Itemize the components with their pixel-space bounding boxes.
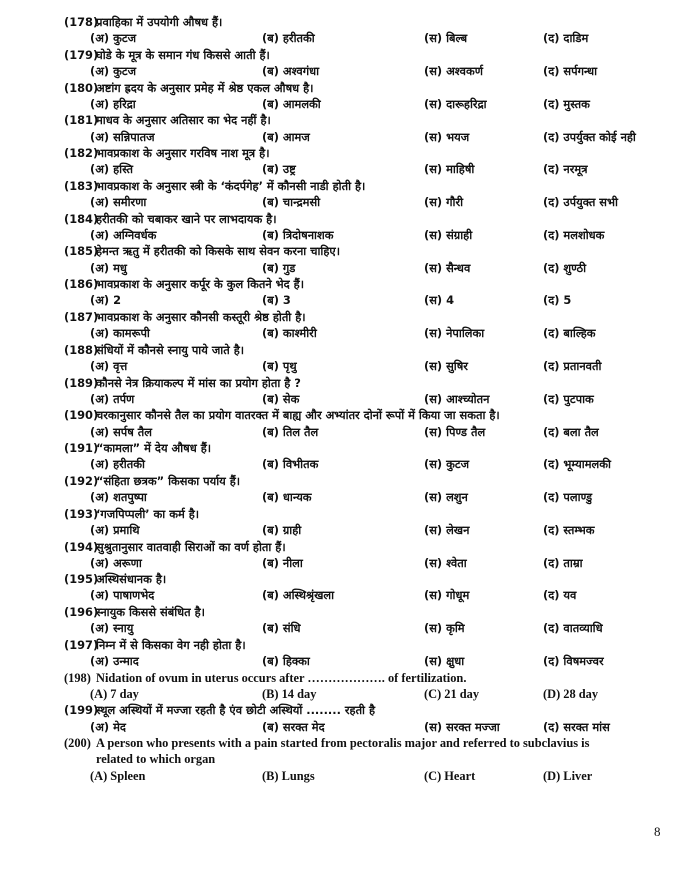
- question-line: [0, 735, 680, 751]
- options-row: [0, 768, 680, 785]
- option-b: (ब) हिक्का: [262, 654, 310, 669]
- option-a: (अ) हरीतकी: [90, 457, 145, 472]
- options-row: [0, 391, 680, 408]
- question-text: भावप्रकाश के अनुसार कौनसी कस्तूरी श्रेष्ठ होती है।: [96, 310, 306, 325]
- option-b: (ब) उष्ट्र: [262, 162, 296, 177]
- option-d: (द) वातव्याधि: [543, 621, 603, 636]
- options-row: [0, 719, 680, 736]
- option-b: (ब) विभीतक: [262, 457, 319, 472]
- option-a: (अ) कुटज: [90, 31, 137, 46]
- question-number: (199): [64, 703, 99, 718]
- options-row: [0, 522, 680, 539]
- question-line: [0, 637, 680, 653]
- question-text: हेमन्त ऋतु में हरीतकी को किसके साथ सेवन करना चाहिए।: [96, 244, 341, 259]
- question-text-line2: related to which organ: [96, 752, 216, 767]
- option-d: (द) नरमूत्र: [543, 162, 588, 177]
- question-text: हरीतकी को चबाकर खाने पर लाभदायक है।: [96, 211, 277, 226]
- option-c: (स) गौरी: [424, 195, 464, 210]
- option-c: (स) अश्वकर्ण: [424, 63, 483, 78]
- question-text: A person who presents with a pain started from pectoralis major and referred to subclavius is: [96, 736, 590, 751]
- option-c: (स) कुटज: [424, 457, 470, 472]
- option-b: (ब) चान्द्रमसी: [262, 195, 321, 210]
- options-row: [0, 686, 680, 703]
- options-row: [0, 456, 680, 473]
- options-row: [0, 227, 680, 244]
- option-b: (ब) त्रिदोषनाशक: [262, 227, 334, 242]
- question-block: [0, 47, 680, 80]
- question-number: (185): [64, 244, 99, 259]
- options-row: [0, 653, 680, 670]
- question-text: भावप्रकाश के अनुसार कर्पूर के कुल कितने भेद हैं।: [96, 277, 305, 292]
- option-a: (अ) सर्पष तैल: [90, 424, 153, 439]
- option-c: (स) संग्राही: [424, 227, 473, 242]
- question-text-continued: [0, 751, 680, 767]
- option-c: (स) माहिषी: [424, 162, 475, 177]
- option-a: (अ) पाषाणभेद: [90, 588, 155, 603]
- option-c: (स) बिल्ब: [424, 31, 468, 46]
- option-b: (ब) अश्वगंधा: [262, 63, 320, 78]
- question-number: (186): [64, 277, 99, 292]
- question-block: [0, 243, 680, 276]
- question-sheet: [0, 14, 680, 784]
- question-block: [0, 702, 680, 735]
- option-c: (स) गोधूम: [424, 588, 470, 603]
- question-text: स्नायुक किससे संबंधित है।: [96, 605, 205, 620]
- option-c: (C) 21 day: [424, 686, 480, 701]
- option-b: (ब) नीला: [262, 555, 303, 570]
- question-line: [0, 506, 680, 522]
- question-block: [0, 211, 680, 244]
- option-d: (द) 5: [543, 293, 572, 308]
- question-number: (198): [64, 670, 91, 685]
- option-c: (स) कृमि: [424, 621, 465, 636]
- option-d: (द) स्तम्भक: [543, 522, 595, 537]
- question-number: (191): [64, 441, 99, 456]
- option-d: (द) शुण्ठी: [543, 260, 587, 275]
- question-text: “संहिता छत्रक” किसका पर्याय हैं।: [96, 473, 241, 488]
- question-number: (196): [64, 605, 99, 620]
- option-d: (द) यव: [543, 588, 577, 603]
- option-b: (ब) हरीतकी: [262, 31, 315, 46]
- question-number: (182): [64, 146, 99, 161]
- option-d: (द) विषमज्वर: [543, 654, 604, 669]
- option-a: (अ) अरूणा: [90, 555, 142, 570]
- question-line: [0, 178, 680, 194]
- question-text: भावप्रकाश के अनुसार स्त्री के ‘कंदर्पगेह’ में कौनसी नाडी होती है।: [96, 178, 366, 193]
- option-c: (C) Heart: [424, 768, 476, 783]
- question-number: (190): [64, 408, 99, 423]
- question-block: [0, 539, 680, 572]
- option-b: (ब) सरक्त मेद: [262, 719, 325, 734]
- question-text: माधव के अनुसार अतिसार का भेद नहीं है।: [96, 113, 271, 128]
- option-a: (अ) कामरूपी: [90, 326, 150, 341]
- question-number: (184): [64, 211, 99, 226]
- options-row: [0, 260, 680, 277]
- question-number: (183): [64, 178, 99, 193]
- question-block: [0, 276, 680, 309]
- option-b: (ब) संधि: [262, 621, 301, 636]
- option-d: (D) Liver: [543, 768, 593, 783]
- question-line: [0, 14, 680, 30]
- question-block: [0, 14, 680, 47]
- question-text: कौनसे नेत्र क्रियाकल्प में मांस का प्रयोग होता है ?: [96, 375, 301, 390]
- question-text: संधियों में कौनसे स्नायु पाये जाते है।: [96, 342, 245, 357]
- question-line: [0, 702, 680, 718]
- option-a: (A) 7 day: [90, 686, 139, 701]
- question-number: (197): [64, 637, 99, 652]
- question-line: [0, 539, 680, 555]
- page-number: 8: [654, 824, 661, 839]
- question-number: (194): [64, 539, 99, 554]
- options-row: [0, 30, 680, 47]
- option-c: (स) दारूहरिद्रा: [424, 96, 487, 111]
- question-block: [0, 145, 680, 178]
- option-a: (A) Spleen: [90, 768, 146, 783]
- option-a: (अ) शतपुष्पा: [90, 490, 147, 505]
- options-row: [0, 555, 680, 572]
- option-d: (द) बाल्हिक: [543, 326, 596, 341]
- question-line: [0, 375, 680, 391]
- option-a: (अ) 2: [90, 293, 122, 308]
- option-b: (ब) आमज: [262, 129, 310, 144]
- option-d: (द) पुटपाक: [543, 391, 594, 406]
- options-row: [0, 194, 680, 211]
- question-number: (193): [64, 506, 99, 521]
- question-line: [0, 309, 680, 325]
- option-d: (द) उर्पयुक्त सभी: [543, 195, 618, 210]
- question-text: निम्न में से किसका वेग नही होता है।: [96, 637, 246, 652]
- question-number: (189): [64, 375, 99, 390]
- option-b: (ब) पृथु: [262, 359, 297, 373]
- question-number: (188): [64, 342, 99, 357]
- options-row: [0, 620, 680, 637]
- question-line: [0, 440, 680, 456]
- option-a: (अ) मेद: [90, 719, 126, 734]
- question-number: (179): [64, 47, 99, 62]
- question-text: ‘गजपिप्पली’ का कर्म है।: [96, 506, 200, 521]
- question-line: [0, 342, 680, 358]
- question-number: (178): [64, 15, 99, 29]
- option-c: (स) श्वेता: [424, 555, 467, 570]
- question-text: प्रवाहिका में उपयोगी औषध हैं।: [96, 15, 223, 29]
- question-block: [0, 604, 680, 637]
- question-text: Nidation of ovum in uterus occurs after ………………. of fertilization.: [96, 670, 467, 685]
- question-number: (181): [64, 113, 99, 128]
- option-c: (स) सरक्त मज्जा: [424, 719, 500, 734]
- option-c: (स) सैन्धव: [424, 260, 471, 275]
- option-b: (B) Lungs: [262, 768, 315, 783]
- question-line: [0, 571, 680, 587]
- question-block: [0, 735, 680, 784]
- option-a: (अ) अग्निवर्धक: [90, 227, 157, 242]
- question-text: स्थूल अस्थियों में मज्जा रहती है एंव छोटी अस्थियों ........ रहती है: [96, 703, 376, 718]
- option-d: (द) सर्पगन्धा: [543, 63, 598, 78]
- option-d: (द) दाडिम: [543, 31, 589, 46]
- question-line: [0, 604, 680, 620]
- options-row: [0, 325, 680, 342]
- question-line: [0, 145, 680, 161]
- option-b: (ब) तिल तैल: [262, 424, 319, 439]
- option-a: (अ) वृत्त: [90, 359, 128, 373]
- options-row: [0, 424, 680, 441]
- question-number: (192): [64, 473, 99, 488]
- option-c: (स) सुषिर: [424, 359, 468, 373]
- question-block: [0, 112, 680, 145]
- option-c: (स) लेखन: [424, 522, 470, 537]
- option-b: (ब) आमलकी: [262, 96, 321, 111]
- question-block: [0, 571, 680, 604]
- option-c: (स) क्षुधा: [424, 654, 465, 669]
- question-text: चरकानुसार कौनसे तैल का प्रयोग वातरक्त में बाह्य और अभ्यांतर दोनों रूपों में किया जा सकता है।: [96, 408, 500, 423]
- option-c: (स) पिण्ड तैल: [424, 424, 486, 439]
- option-a: (अ) हरिद्रा: [90, 96, 136, 111]
- option-b: (ब) धान्यक: [262, 490, 312, 505]
- option-a: (अ) स्नायु: [90, 621, 134, 636]
- question-line: [0, 473, 680, 489]
- question-number: (200): [64, 736, 91, 751]
- options-row: [0, 129, 680, 146]
- question-text: सुश्रुतानुसार वातवाही सिराओं का वर्ण होता हैं।: [96, 539, 286, 554]
- option-a: (अ) समीरणा: [90, 195, 147, 210]
- option-b: (ब) ग्राही: [262, 522, 302, 537]
- option-a: (अ) कुटज: [90, 63, 137, 78]
- option-d: (द) पलाण्डु: [543, 490, 593, 505]
- question-line: [0, 112, 680, 128]
- options-row: [0, 63, 680, 80]
- option-c: (स) 4: [424, 293, 455, 308]
- question-block: [0, 670, 680, 703]
- option-a: (अ) सन्निपातज: [90, 129, 155, 144]
- question-block: [0, 309, 680, 342]
- question-block: [0, 506, 680, 539]
- question-line: [0, 407, 680, 423]
- option-c: (स) नेपालिका: [424, 326, 485, 341]
- option-c: (स) आश्च्योतन: [424, 391, 490, 406]
- question-block: [0, 80, 680, 113]
- question-text: अष्टांग ह्रदय के अनुसार प्रमेह में श्रेष्ठ एकल औषध है।: [96, 80, 314, 95]
- option-d: (द) ताम्रा: [543, 555, 583, 570]
- question-block: [0, 473, 680, 506]
- option-d: (द) प्रतानवती: [543, 359, 602, 373]
- options-row: [0, 96, 680, 113]
- question-block: [0, 375, 680, 408]
- option-a: (अ) हस्ति: [90, 162, 134, 177]
- question-line: [0, 670, 680, 686]
- option-c: (स) भयज: [424, 129, 470, 144]
- option-d: (द) उपर्युक्त कोई नही: [543, 129, 636, 144]
- option-a: (अ) मधु: [90, 260, 127, 275]
- options-row: [0, 587, 680, 604]
- option-b: (ब) सेक: [262, 391, 300, 406]
- option-a: (अ) तर्पण: [90, 391, 135, 406]
- option-d: (द) सरक्त मांस: [543, 719, 610, 734]
- question-text: अस्थिसंधानक है।: [96, 572, 167, 587]
- question-block: [0, 407, 680, 440]
- options-row: [0, 292, 680, 309]
- question-block: [0, 342, 680, 375]
- option-b: (ब) काश्मीरी: [262, 326, 317, 341]
- question-number: (195): [64, 572, 99, 587]
- options-row: [0, 358, 680, 375]
- option-b: (ब) 3: [262, 293, 291, 308]
- question-number: (180): [64, 80, 99, 95]
- question-block: [0, 178, 680, 211]
- question-number: (187): [64, 310, 99, 325]
- option-d: (द) मलशोधक: [543, 227, 605, 242]
- question-line: [0, 80, 680, 96]
- question-block: [0, 440, 680, 473]
- option-a: (अ) उन्माद: [90, 654, 139, 669]
- option-d: (द) बला तैल: [543, 424, 599, 439]
- option-d: (D) 28 day: [543, 686, 599, 701]
- options-row: [0, 161, 680, 178]
- option-d: (द) भूम्यामलकी: [543, 457, 611, 472]
- question-line: [0, 243, 680, 259]
- question-line: [0, 47, 680, 63]
- question-text: भावप्रकाश के अनुसार गरविष नाश मूत्र है।: [96, 146, 270, 161]
- question-line: [0, 211, 680, 227]
- option-a: (अ) प्रमाथि: [90, 522, 140, 537]
- question-block: [0, 637, 680, 670]
- question-text: “कामला” में देय औषध हैं।: [96, 441, 212, 456]
- option-c: (स) लशुन: [424, 490, 468, 505]
- option-b: (ब) अस्थिश्रृंखला: [262, 588, 335, 603]
- option-b: (ब) गुड: [262, 260, 296, 275]
- question-line: [0, 276, 680, 292]
- question-text: घोडे के मूत्र के समान गंध किससे आती हैं।: [96, 47, 270, 62]
- option-d: (द) मुस्तक: [543, 96, 590, 111]
- option-b: (B) 14 day: [262, 686, 317, 701]
- options-row: [0, 489, 680, 506]
